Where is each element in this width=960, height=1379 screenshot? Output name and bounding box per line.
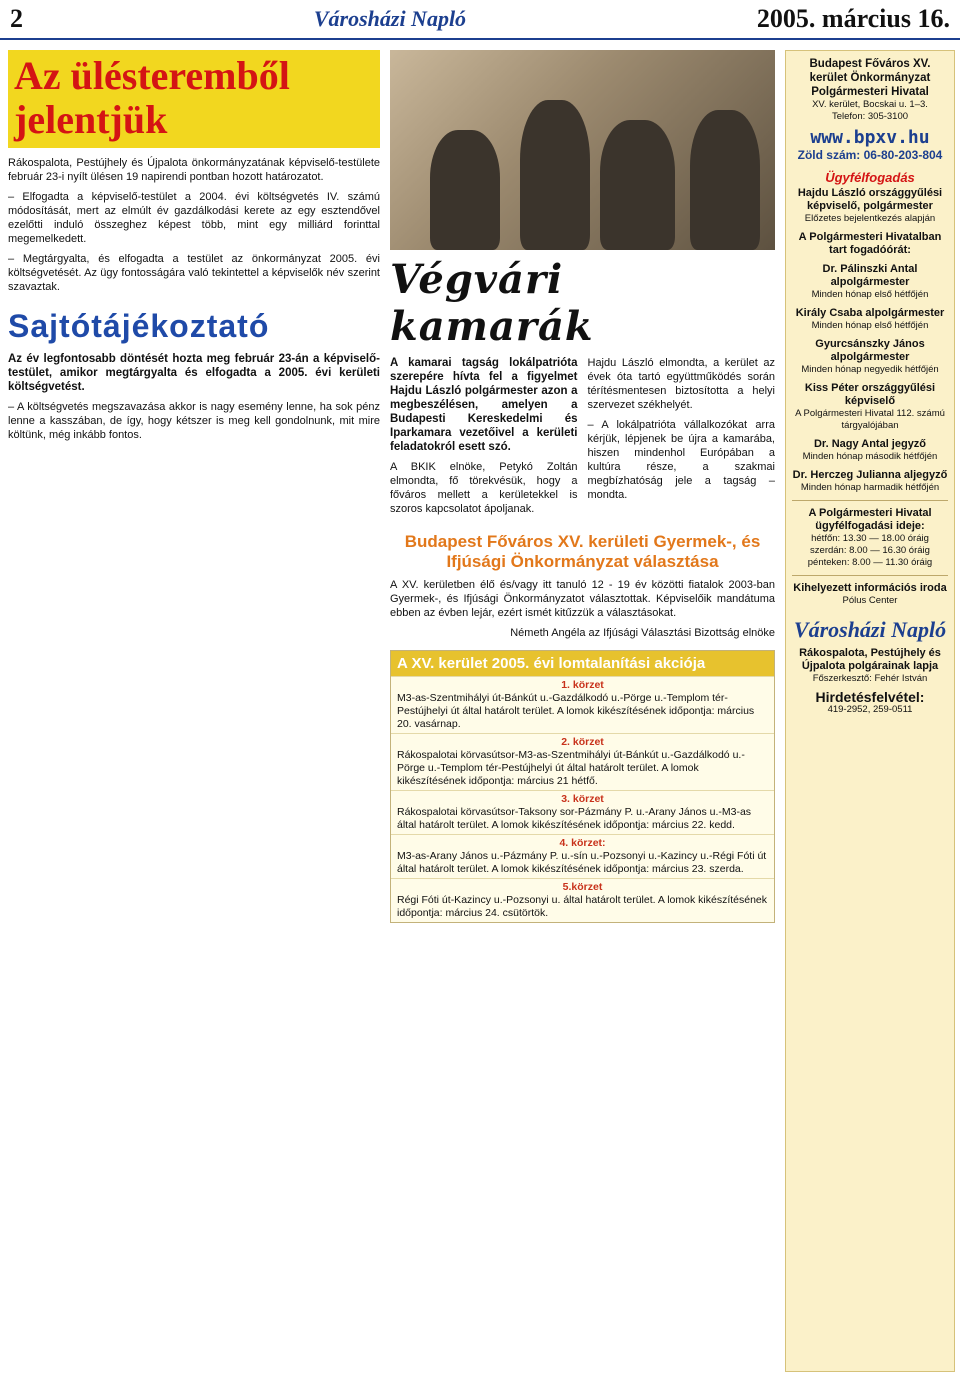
paragraph: Rákospalota, Pestújhely és Újpalota önkormányzatának képviselő-testülete február 23-i nyílt ülésen 19 napirendi pontban hozott határozatot. [8,157,380,183]
page-header [0,0,960,40]
person-figure [600,120,675,250]
info-office-name: Pólus Center [842,595,898,606]
district-label: 1. körzet [561,679,604,691]
person-figure [690,110,760,250]
hours-title: A Polgármesteri Hivatal ügyfélfogadási ideje: [808,507,932,532]
person-block [792,263,948,301]
left-column [8,50,380,1372]
person-note: Előzetes bejelentkezés alapján [804,213,936,224]
info-office-title: Kihelyezett információs iroda [793,582,947,594]
schedule-row [391,834,774,878]
person-note: Minden hónap negyedik hétfőjén [801,364,939,375]
cleanup-schedule-box [390,650,775,923]
divider [792,500,948,501]
masthead-logo-small: Városházi Napló [793,617,947,642]
person-name: Király Csaba alpolgármester [795,307,945,319]
green-number: Zöld szám: 06-80-203-804 [797,148,943,162]
middle-column [390,50,775,1372]
person-name: Dr. Nagy Antal jegyző [813,438,927,450]
district-label: 4. körzet: [559,837,606,849]
paragraph: – Megtárgyalta, és elfogadta a testület az önkormányzat 2005. évi költségvetését. Az ügy fontosságára való tekintettel a képviselők név szerint szavaztak. [8,253,380,293]
masthead-logo: Városházi Napló [313,6,467,31]
person-block [792,307,948,332]
info-sidebar [785,50,955,1372]
person-note: Minden hónap harmadik hétfőjén [800,482,940,493]
district-label: 3. körzet [561,793,604,805]
person-block [792,187,948,225]
headline-session-report: Az ülésteremből jelentjük [8,50,380,148]
district-label: 5.körzet [562,881,603,893]
district-text: Rákospalotai körvasútsor-M3-as-Szentmihályi út-Bánkút u.-Gazdálkodó u.-Pörge u.-Templom tér-Pestújhelyi út által határolt terület. A lomok kikészítésének időpontja: március 21 hétfő. [397,749,745,787]
paragraph: – A lokálpatrióta vállalkozókat arra kérjük, lépjenek be újra a kamarába, hiszen mindenhol Európában a kultúra része, a szakmai megbízhatóság jele a tagság – mondta. [587,419,775,501]
person-block [792,438,948,463]
paragraph: – Elfogadta a képviselő-testület a 2004. évi költségvetés IV. számú módosítását, mert az elmúlt év gazdálkodási kerete az egy esztendővel ezelőtti induló összeghez képest több, mint egy milliárd forinttal megemelkedett. [8,191,380,245]
schedule-row [391,790,774,834]
person-note: Minden hónap második hétfőjén [802,451,938,462]
meeting-photo [390,50,775,250]
paragraph: – A költségvetés megszavazása akkor is nagy esemény lenne, ha sok pénz lenne a kasszában, de így, hogy kétszer is meg kell gondolnunk, mit mire költünk, még inkább fontos. [8,401,380,441]
person-block [792,338,948,376]
reception-hours-heading: Ügyfélfogadás [825,170,915,185]
article-two-columns [390,356,775,522]
headline-press-conference: Sajtótájékoztató [8,308,270,344]
person-note: Minden hónap első hétfőjén [811,320,929,331]
office-name: Budapest Főváros XV. kerület Önkormányzat Polgármesteri Hivatal [809,58,931,98]
hours-line: szerdán: 8.00 — 16.30 óráig [810,545,930,556]
schedule-row [391,733,774,790]
district-text: M3-as-Arany János u.-Pázmány P. u.-sín u.-Pozsonyi u.-Kazincy u.-Régi Fóti út által határolt terület. A lomok kikészítésének időpontja: március 23. szerda. [397,850,767,875]
headline-youth-election: Budapest Főváros XV. kerületi Gyermek-, és Ifjúsági Önkormányzat választása [404,532,761,571]
cleanup-schedule-title: A XV. kerület 2005. évi lomtalanítási akciója [391,651,774,676]
lead-paragraph: Az év legfontosabb döntését hozta meg február 23-án a képviselő-testület, amikor megtárgyalta és elfogadta a 2005. évi kerületi költségvetést. [8,353,380,393]
person-figure [430,130,500,250]
ads-title: Hirdetésfelvétel: [815,689,925,705]
district-text: M3-as-Szentmihályi út-Bánkút u.-Gazdálkodó u.-Pörge u.-Templom tér-Pestújhelyi út által határolt terület. A lomok kikészítésének időpontja: március 20. vasárnap. [397,692,755,730]
signature: Németh Angéla az Ifjúsági Választási Bizottság elnöke [510,627,775,639]
person-block [792,231,948,257]
schedule-row [391,676,774,733]
district-label: 2. körzet [561,736,604,748]
schedule-row [391,878,774,922]
person-note: A Polgármesteri Hivatal 112. számú tárgyalójában [795,408,945,431]
paragraph: Hajdu László elmondta, a kerület az évek óta tartó együttműködés során térítésmentesen biztosította a helyi szervezet székhelyét. [587,357,775,411]
publisher-line: Rákospalota, Pestújhely és Újpalota polgárainak lapja [799,647,941,672]
issue-date: 2005. március 16. [756,4,950,33]
office-phone: Telefon: 305-3100 [831,111,909,122]
person-name: A Polgármesteri Hivatalban tart fogadóórát: [798,231,942,256]
person-name: Gyurcsánszky János alpolgármester [815,338,925,363]
paragraph: A XV. kerületben élő és/vagy itt tanuló 12 - 19 év közötti fiatalok 2003-ban Gyermek-, és Ifjúsági Önkormányzatot választottak. Képviselőik mandátuma ebben az évben lejár, ezért ismét kitűzzük a választásokat. [390,579,775,619]
person-name: Dr. Pálinszki Antal alpolgármester [822,263,918,288]
article-col-b [588,356,776,522]
lead-paragraph: A kamarai tagság lokálpatrióta szerepére hívta fel a figyelmet Hajdu László polgármester azon a megbeszélésen, amelyen a Budapesti Kereskedelmi és Iparkamara vezetőivel a kerületi feladatokról esett szó. [390,357,578,453]
article-col-a [390,356,578,522]
person-note: Minden hónap első hétfőjén [811,289,929,300]
person-figure [520,100,590,250]
person-name: Dr. Herczeg Julianna aljegyző [792,469,948,481]
ads-phone: 419-2952, 259-0511 [827,704,913,715]
hours-line: pénteken: 8.00 — 11.30 óráig [807,557,933,568]
district-text: Rákospalotai körvasútsor-Taksony sor-Pázmány P. u.-Arany János u.-M3-as által határolt terület. A lomok kikészítésének időpontja: március 22. kedd. [397,806,752,831]
headline-vegvari-kamarak: Végvári kamarák [390,256,594,350]
hours-line: hétfőn: 13.30 — 18.00 óráig [811,533,929,544]
person-name: Kiss Péter országgyűlési képviselő [804,382,936,407]
person-block [792,469,948,494]
editor-line: Főszerkesztő: Fehér István [812,673,928,684]
person-name: Hajdu László országgyűlési képviselő, polgármester [797,187,943,212]
office-address: XV. kerület, Bocskai u. 1–3. [812,99,928,110]
paragraph: A BKIK elnöke, Petykó Zoltán elmondta, fő törekvésük, hogy a főváros mellett a kerületekkel is szoros kapcsolatot ápoljanak. [390,461,578,515]
page-number: 2 [10,4,23,33]
person-block [792,382,948,432]
website-link[interactable]: www.bpxv.hu [810,127,930,148]
divider [792,575,948,576]
district-text: Régi Fóti út-Kazincy u.-Pozsonyi u. által határolt terület. A lomok kikészítésének időpontja: március 24. csütörtök. [397,894,768,919]
